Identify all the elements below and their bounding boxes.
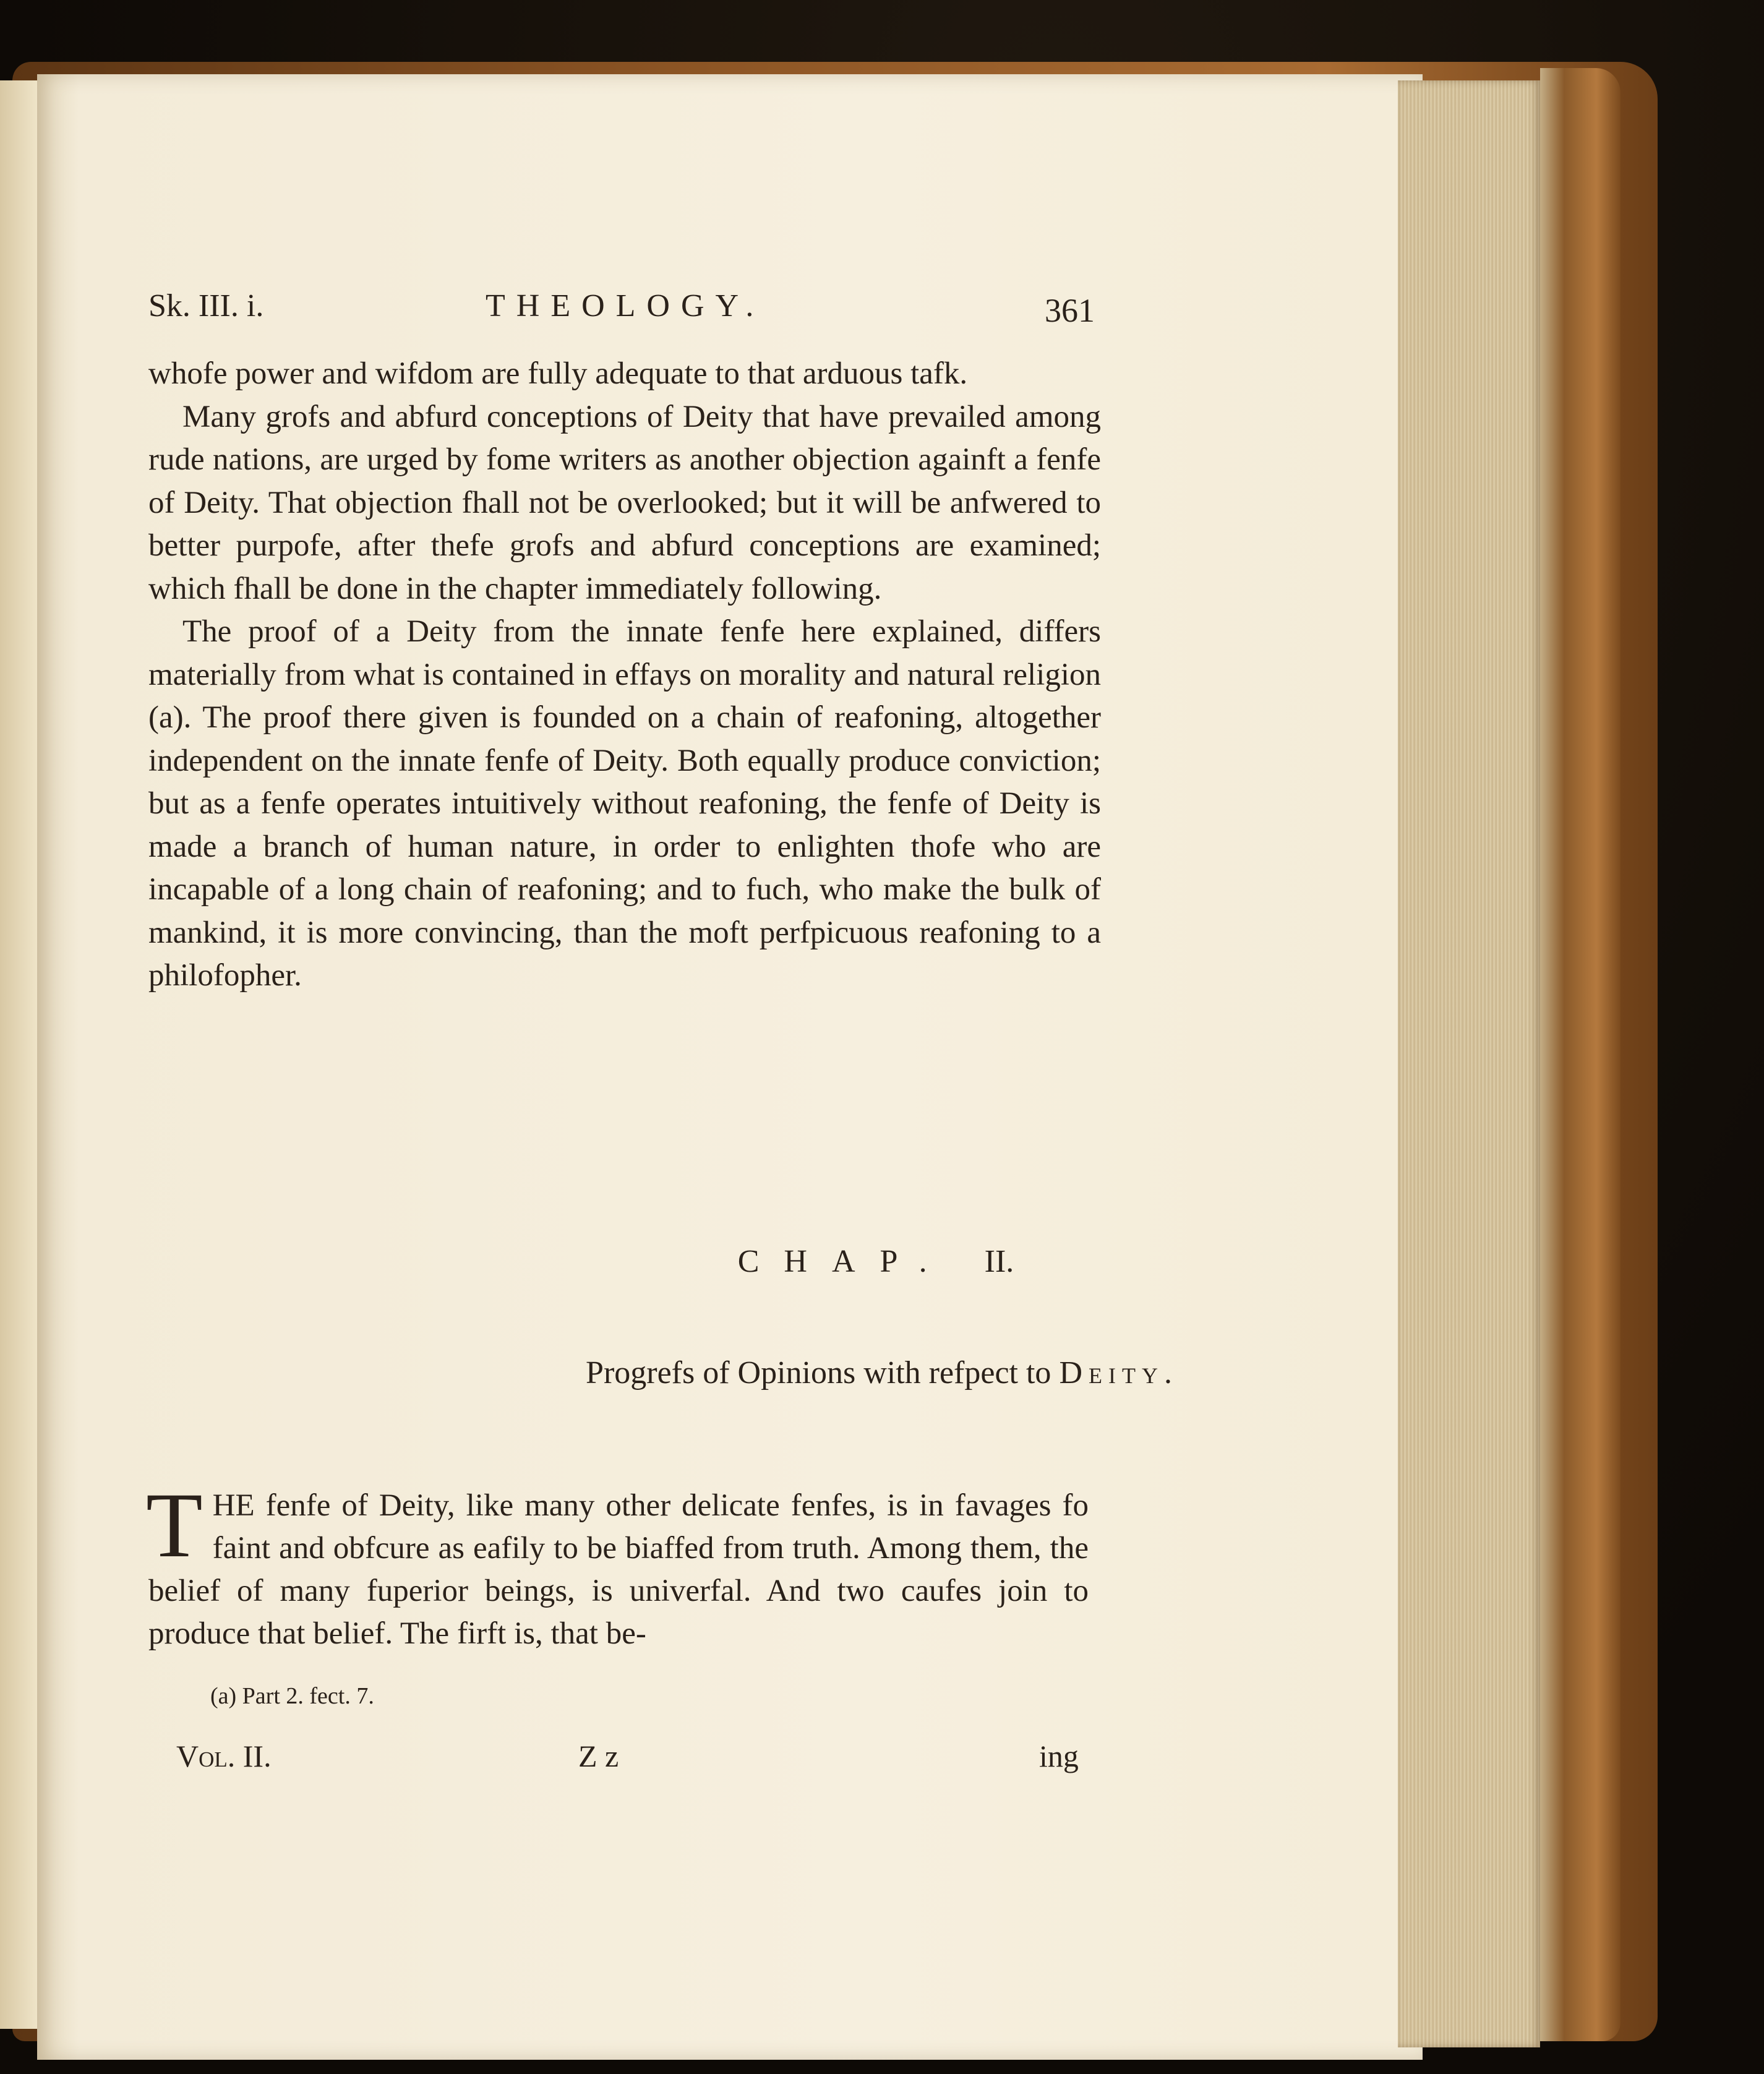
chapter-heading xyxy=(0,1243,1764,1280)
body-text xyxy=(148,353,1101,998)
chapter-title xyxy=(0,1355,1764,1391)
drop-cap: T xyxy=(146,1474,203,1577)
section-ref: Sk. III. i. xyxy=(148,288,264,324)
footnote: (a) Part 2. fect. 7. xyxy=(210,1683,374,1709)
previous-page-edge xyxy=(0,80,37,2029)
chapter-title-main: Progrefs of Opinions with refpect to xyxy=(586,1355,1051,1391)
paragraph: The proof of a Deity from the innate fenfe here explained, differs materially from what is contained in effays on morality and natural religion (a). The proof there given is founded on a chain of reafoning, altogether independent on the innate fenfe of Deity. Both equally produce conviction; but as a fenfe operates intuitively without reafoning, the fenfe of Deity is made a branch of human nature, in order to enlighten thofe who are incapable of a long chain of reafoning; and to fuch, who make the bulk of mankind, it is more convincing, than the moft perfpicuous reafoning to a philofopher. xyxy=(148,614,1101,993)
catchword: ing xyxy=(1039,1739,1079,1773)
running-header xyxy=(148,281,1101,337)
cover-edge xyxy=(1540,68,1621,2041)
opening-text: HE fenfe of Deity, like many other delicate fenfes, is in favages fo faint and obfcure as eafily to be biaffed from truth. Among them, the belief of many fuperior beings, is univerfal. And two caufes join to produce that belief. The firft is, that be- xyxy=(148,1488,1089,1651)
opening-paragraph xyxy=(146,1474,1089,1655)
page-number: 361 xyxy=(1045,292,1095,329)
signature-mark: Z z xyxy=(578,1739,619,1773)
volume-label: Vol. II. xyxy=(176,1739,272,1773)
chapter-number: II. xyxy=(984,1244,1014,1279)
paragraph: Many grofs and abfurd conceptions of Deity that have prevailed among rude nations, are urged by fome writers as another objection againft a fenfe of Deity. That objection fhall not be overlooked; but it will be anfwered to better purpofe, after thefe grofs and abfurd conceptions are examined; which fhall be done in the chapter immediately following. xyxy=(148,399,1101,606)
page-edges xyxy=(1398,80,1540,2047)
chapter-label: CHAP. xyxy=(737,1244,952,1279)
paragraph: whofe power and wifdom are fully adequate to that arduous tafk. xyxy=(148,356,968,391)
chapter-title-emphasis: Deity. xyxy=(1059,1355,1178,1391)
running-title: THEOLOGY. xyxy=(486,288,765,324)
